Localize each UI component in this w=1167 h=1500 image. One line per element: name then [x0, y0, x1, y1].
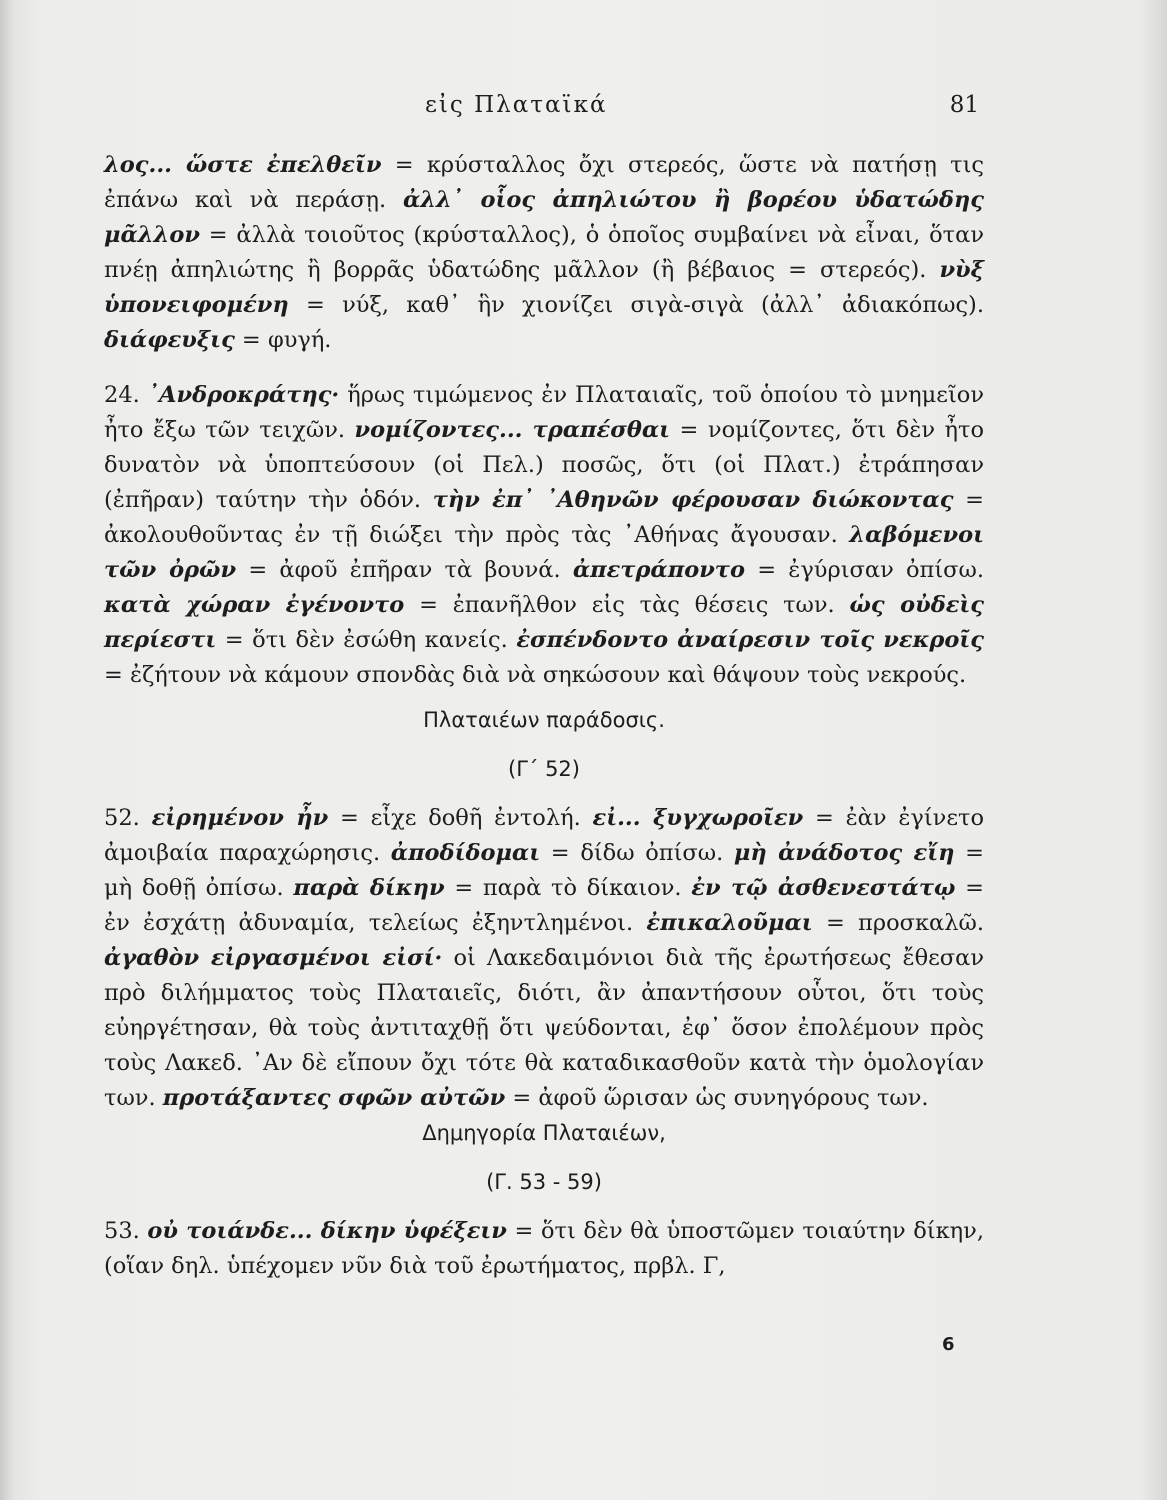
term: εἰ... ξυγχωροῖεν	[592, 805, 804, 831]
term: ὡς οὐδεὶς περίεστι	[104, 592, 984, 653]
gloss: = ἐζήτουν νὰ κάμουν σπονδὰς διὰ νὰ σηκώσουν καὶ θάψουν τοὺς νεκρούς.	[104, 662, 967, 688]
term: μὴ ἀνάδοτος εἴη	[733, 840, 955, 866]
section-reference: (Γ. 53 - 59)	[486, 1170, 602, 1194]
term: ἀπετράποντο	[572, 557, 745, 583]
gloss: = εἶχε δοθῆ ἐντολή.	[328, 805, 593, 831]
page-number: 81	[949, 92, 979, 118]
gloss: = ὅτι δὲν θὰ ὑποστῶμεν τοιαύτην δίκην, (οἵαν δηλ. ὑπέχομεν νῦν διὰ τοῦ ἐρωτήματος, πρβλ. Γ,	[104, 1218, 984, 1279]
term: λος... ὥστε ἐπελθεῖν	[104, 152, 382, 178]
term: ᾽Ανδροκράτης·	[147, 382, 340, 408]
printer-signature-mark: 6	[942, 1334, 955, 1355]
gloss: = ἐν ἐσχάτῃ ἀδυναμία, τελείως ἐξηντλημένοι.	[104, 875, 984, 936]
running-title: εἰς Πλαταϊκά	[425, 92, 608, 118]
section-number: 52.	[104, 805, 152, 831]
term: ἀποδίδομαι	[390, 840, 541, 866]
section-number: 24.	[104, 382, 148, 408]
paragraph-52	[104, 801, 984, 1116]
term: ἀγαθὸν εἰργασμένοι εἰσί·	[104, 945, 443, 971]
gloss: = φυγή.	[234, 327, 332, 353]
paragraph-continuation	[104, 148, 984, 358]
paragraph-53	[104, 1214, 984, 1284]
term: οὐ τοιάνδε... δίκην ὑφέξειν	[147, 1218, 507, 1244]
term: διάφευξις	[104, 327, 235, 353]
term: προτάξαντες σφῶν αὐτῶν	[162, 1085, 506, 1111]
paragraph-24	[104, 378, 984, 693]
term: νομίζοντες... τραπέσθαι	[354, 417, 671, 443]
term: νὺξ ὑπονειφομένη	[104, 257, 984, 318]
gloss: = δίδω ὀπίσω.	[540, 840, 734, 866]
term: ἀλλ᾽ οἷος ἀπηλιώτου ἢ βορέου ὑδατώδης μᾶλλον	[104, 187, 984, 248]
gloss: = μὴ δοθῇ ὀπίσω.	[104, 840, 984, 901]
term: τὴν ἐπ᾽ ᾽Αθηνῶν φέρουσαν διώκοντας	[432, 487, 954, 513]
section-heading: Δημηγορία Πλαταιέων,	[422, 1121, 666, 1145]
gloss: = ἐγύρισαν ὀπίσω.	[744, 557, 985, 583]
gloss: = ἀλλὰ τοιοῦτος (κρύσταλλος), ὁ ὁποῖος συμβαίνει νὰ εἶναι, ὅταν πνέῃ ἀπηλιώτης ἢ βορρᾶς ὑδατώδης μᾶλλον (ἢ βέβαιος = στερεός).	[104, 222, 984, 283]
gloss: = νομίζοντες, ὅτι δὲν ἦτο δυνατὸν νὰ ὑποπτεύσουν (οἱ Πελ.) ποσῶς, ὅτι (οἱ Πλατ.) ἐτράπησαν (ἐπῆραν) ταύτην τὴν ὁδόν.	[104, 417, 984, 513]
gloss: = ἀφοῦ ἐπῆραν τὰ βουνά.	[236, 557, 573, 583]
term: κατὰ χώραν ἐγένοντο	[104, 592, 405, 618]
gloss: = ἐὰν ἐγίνετο ἀμοιβαία παραχώρησις.	[104, 805, 984, 866]
gloss: = νύξ, καθ᾽ ἣν χιονίζει σιγὰ-σιγὰ (ἀλλ᾽ ἀδιακόπως).	[288, 292, 984, 318]
section-reference: (Γ΄ 52)	[508, 757, 580, 781]
gloss: = κρύσταλλος ὄχι στερεός, ὥστε νὰ πατήσῃ τις ἐπάνω καὶ νὰ περάσῃ.	[104, 152, 985, 213]
gloss: ἥρως τιμώμενος ἐν Πλαταιαῖς, τοῦ ὁποίου τὸ μνημεῖον ἦτο ἔξω τῶν τειχῶν.	[104, 382, 984, 443]
term: εἰρημένον ἦν	[151, 805, 329, 831]
gloss: = παρὰ τὸ δίκαιον.	[444, 875, 692, 901]
gloss: = προσκαλῶ.	[812, 910, 984, 936]
term: ἐπικαλοῦμαι	[646, 910, 813, 936]
term: ἐν τῷ ἀσθενεστάτῳ	[691, 875, 956, 901]
gloss: οἱ Λακεδαιμόνιοι διὰ τῆς ἐρωτήσεως ἔθεσαν πρὸ διλήμματος τοὺς Πλαταιεῖς, διότι, ἂν ἀπαντήσουν οὗτοι, ὅτι τοὺς εὐηργέτησαν, θὰ τοὺς ἀντιταχθῇ ὅτι ψεύδονται, ἐφ᾽ ὅσον ἐπολέμουν πρὸς τοὺς Λακεδ. ᾽Αν δὲ εἴπουν ὄχι τότε θὰ καταδικασθοῦν κατὰ τὴν ὁμολογίαν των.	[104, 945, 985, 1111]
gloss: = ἀφοῦ ὥρισαν ὡς συνηγόρους των.	[505, 1085, 929, 1111]
page-body	[104, 148, 984, 1284]
gloss: = ἀκολουθοῦντας ἐν τῇ διώξει τὴν πρὸς τὰς ᾽Αθήνας ἄγουσαν.	[104, 487, 984, 548]
gloss: = ἐπανῆλθον εἰς τὰς θέσεις των.	[404, 592, 850, 618]
term: λαβόμενοι τῶν ὀρῶν	[104, 522, 984, 583]
term: ἐσπένδοντο ἀναίρεσιν τοῖς νεκροῖς	[516, 627, 984, 653]
term: παρὰ δίκην	[293, 875, 445, 901]
page-header	[0, 92, 1167, 124]
section-number: 53.	[104, 1218, 148, 1244]
gloss: = ὅτι δὲν ἐσώθη κανείς.	[216, 627, 517, 653]
section-heading: Πλαταιέων παράδοσις.	[423, 708, 665, 732]
